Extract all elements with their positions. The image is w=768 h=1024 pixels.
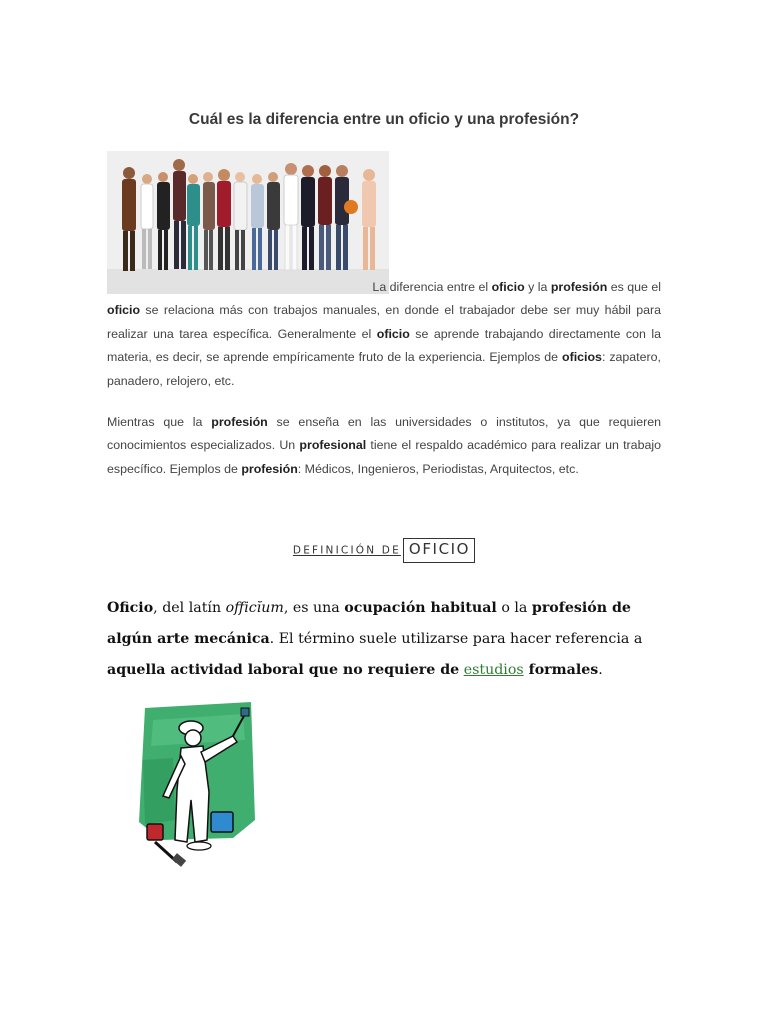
estudios-link[interactable]: estudios — [463, 662, 524, 678]
paragraph-profesion: Mientras que la profesión se enseña en las universidades o institutos, ya que requieren conocimientos especializados. Un profesional tiene el respaldo académico para realizar un trabajo específico. Ejemplos de profesión: Médicos, Ingenieros, Periodistas, Arquitectos, etc. — [107, 415, 661, 476]
people-group-photo — [107, 151, 389, 294]
definition-word-box: OFICIO — [403, 538, 475, 563]
page-title: Cuál es la diferencia entre un oficio y una profesión? — [188, 111, 580, 128]
definition-text: Oficio, del latín officĭum, es una ocupación habitual o la profesión de algún arte mecánica. El término suele utilizarse para hacer referencia a aquella actividad laboral que no requiere de estudios formales. — [107, 600, 643, 678]
paragraph-oficio: La diferencia entre el oficio y la profesión es que el oficio se relaciona más con trabajos manuales, en donde el trabajador debe ser muy hábil para realizar una tarea específica. Generalmente el oficio se aprende trabajando directamente con la materia, es decir, se aprende empíricamente fruto de la experiencia. Ejemplos de oficios: zapatero, panadero, relojero, etc. — [107, 280, 661, 388]
painter-illustration — [133, 700, 258, 870]
definition-prefix: DEFINICIÓN DE — [292, 544, 401, 557]
definition-heading — [0, 538, 768, 563]
